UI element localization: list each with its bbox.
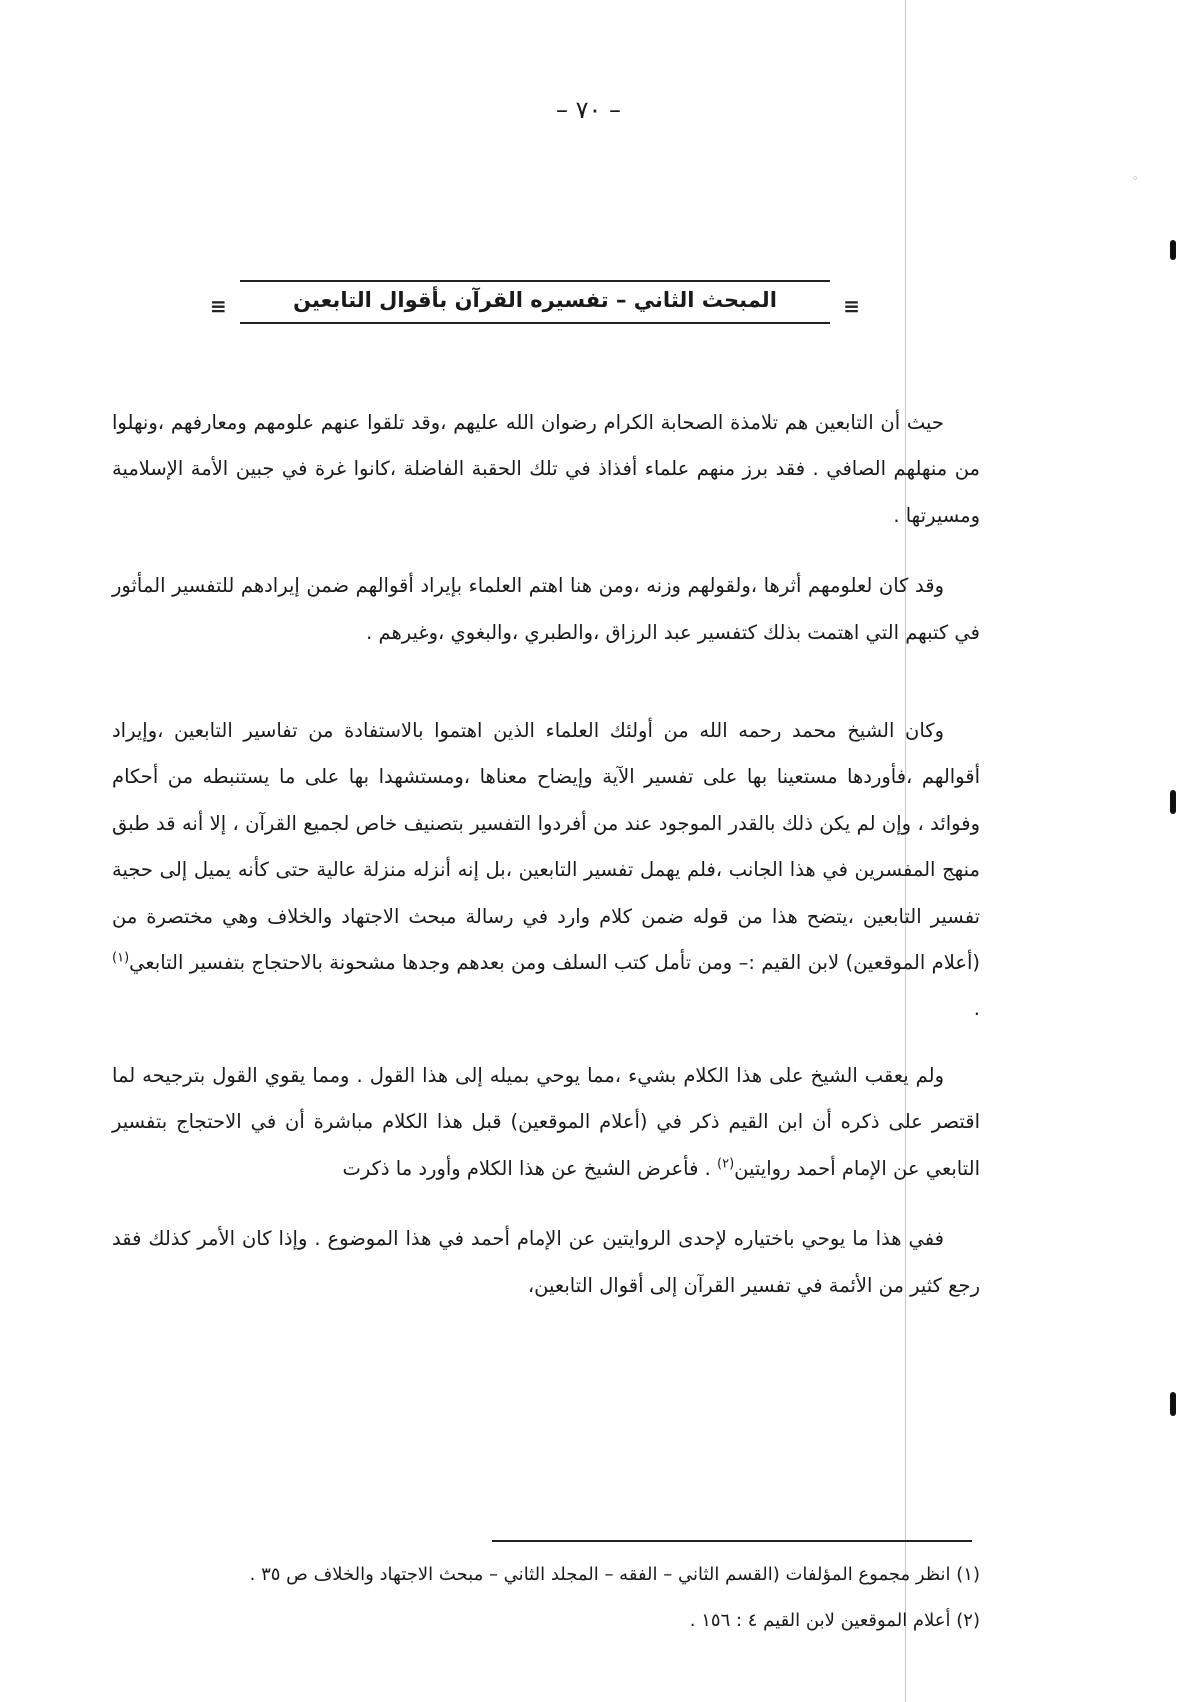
footnote-1: (١) انظر مجموع المؤلفات (القسم الثاني – الفقه – المجلد الثاني – مبحث الاجتهاد والخلاف ص ٣٥ . xyxy=(249,1564,980,1585)
paragraph-1: حيث أن التابعين هم تلامذة الصحابة الكرام رضوان الله عليهم ،وقد تلقوا عنهم علومهم ومعارفهم ،ونهلوا من منهلهم الصافي . فقد برز منهم علماء أفذاذ في تلك الحقبة الفاضلة ،كانوا غرة في جبين الأمة الإسلامية ومسيرتها . xyxy=(112,411,980,527)
edge-mark xyxy=(1170,240,1176,260)
title-rule-bottom xyxy=(240,322,830,324)
footnote-2: (٢) أعلام الموقعين لابن القيم ٤ : ١٥٦ . xyxy=(689,1610,980,1631)
body-text xyxy=(112,400,980,1333)
footnotes xyxy=(112,1556,980,1648)
section-title: المبحث الثاني – تفسيره القرآن بأقوال التابعين xyxy=(293,288,777,312)
paragraph-3-end: . xyxy=(973,997,980,1021)
page-number: – ٧٠ – xyxy=(555,96,622,124)
title-ornament-right: ≡ xyxy=(843,294,860,318)
scan-speck: ◦ xyxy=(1132,172,1139,185)
title-ornament-left: ≡ xyxy=(210,294,227,318)
paragraph-4-text: ولم يعقب الشيخ على هذا الكلام بشيء ،مما يوحي بميله إلى هذا القول . ومما يقوي القول بترجيحه لما اقتصر على ذكره أن ابن القيم ذكر في (أعلام الموقعين) قبل هذا الكلام مباشرة أن في الاحتجاج بتفسير التابعي عن الإمام أحمد روايتين xyxy=(112,1063,980,1180)
edge-mark xyxy=(1170,790,1176,814)
paragraph-4-tail: . فأعرض الشيخ عن هذا الكلام وأورد ما ذكرت xyxy=(342,1156,718,1180)
title-rule-top xyxy=(240,280,830,282)
paragraph-3-text: وكان الشيخ محمد رحمه الله من أولئك العلماء الذين اهتموا بالاستفادة من تفاسير التابعين ،وإيراد أقوالهم ،فأوردها مستعينا بها على تفسير الآية وإيضاح معناها ،ومستشهدا بها على ما يستنبطه من أحكام وفوائد ، وإن لم يكن ذلك بالقدر الموجود عند من أفردوا التفسير بتصنيف خاص لجميع القرآن ، إلا أنه قد طبق منهج المفسرين في هذا الجانب ،فلم يهمل تفسير التابعين ،بل إنه أنزله منزلة عالية حتى كأنه يميل إلى حجية تفسير التابعين ،يتضح هذا من قوله ضمن كلام وارد في رسالة مبحث الاجتهاد والخلاف وهي مختصرة من (أعلام الموقعين) لابن القيم :– ومن تأمل كتب السلف ومن بعدهم وجدها مشحونة بالاحتجاج بتفسير التابعي xyxy=(112,719,980,975)
section-title-box xyxy=(210,280,860,324)
paragraph-5: ففي هذا ما يوحي باختياره لإحدى الروايتين عن الإمام أحمد في هذا الموضوع . وإذا كان الأمر كذلك فقد رجع كثير من الأئمة في تفسير القرآن إلى أقوال التابعين، xyxy=(112,1227,980,1297)
paragraph-3 xyxy=(112,708,980,1033)
paragraph-2: وقد كان لعلومهم أثرها ،ولقولهم وزنه ،ومن هنا اهتم العلماء بإيراد أقوالهم ضمن إيرادهم للتفسير المأثور في كتبهم التي اهتمت بذلك كتفسير عبد الرزاق ،والطبري ،والبغوي ،وغيرهم . xyxy=(112,574,980,644)
edge-mark xyxy=(1170,1392,1176,1416)
footnote-ref-1: (١) xyxy=(112,950,130,966)
footnote-ref-2: (٢) xyxy=(717,1156,735,1172)
paragraph-4 xyxy=(112,1053,980,1192)
footnote-separator xyxy=(492,1540,972,1542)
